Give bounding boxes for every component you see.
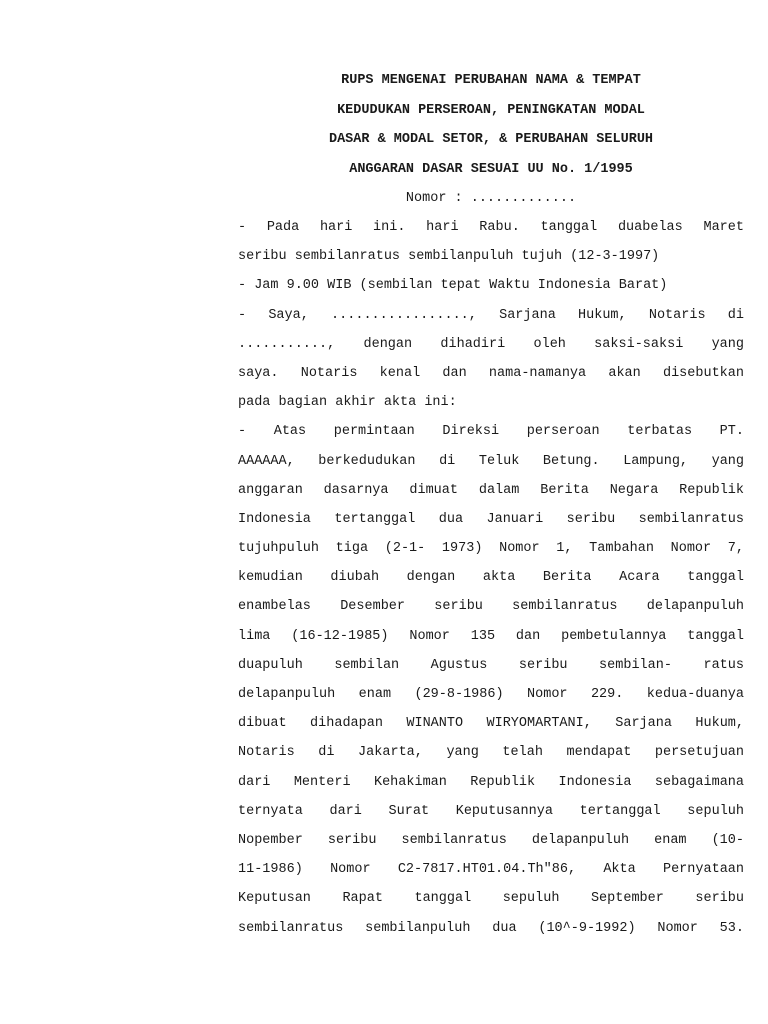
body-line: - Saya, ................., Sarjana Hukum, Notaris di	[238, 307, 744, 323]
body-line: enambelas Desember seribu sembilanratus delapanpuluh	[238, 599, 744, 615]
body-line: - Jam 9.00 WIB (sembilan tepat Waktu Indonesia Barat)	[238, 278, 668, 294]
body-line: ..........., dengan dihadiri oleh saksi-saksi yang	[238, 336, 744, 352]
body-line: tujuhpuluh tiga (2-1- 1973) Nomor 1, Tambahan Nomor 7,	[238, 541, 744, 557]
body-line: lima (16-12-1985) Nomor 135 dan pembetulannya tanggal	[238, 628, 744, 644]
title-line: ANGGARAN DASAR SESUAI UU No. 1/1995	[349, 161, 633, 177]
body-line: - Pada hari ini. hari Rabu. tanggal duabelas Maret	[238, 220, 744, 235]
body-line: duapuluh sembilan Agustus seribu sembilan- ratus	[238, 657, 744, 673]
body-line: anggaran dasarnya dimuat dalam Berita Negara Republik	[238, 482, 744, 498]
body-line: Indonesia tertanggal dua Januari seribu sembilanratus	[238, 511, 744, 527]
body-line: pada bagian akhir akta ini:	[238, 395, 457, 411]
body-line: AAAAAA, berkedudukan di Teluk Betung. Lampung, yang	[238, 453, 744, 469]
document-number: Nomor : .............	[405, 191, 577, 206]
body-line: dari Menteri Kehakiman Republik Indonesia sebagaimana	[238, 774, 744, 790]
body-line: 11-1986) Nomor C2-7817.HT01.04.Th"86, Akta Pernyataan	[238, 862, 744, 878]
title-line: DASAR & MODAL SETOR, & PERUBAHAN SELURUH	[328, 132, 654, 147]
body-line: Notaris di Jakarta, yang telah mendapat persetujuan	[238, 745, 744, 761]
body-line: Keputusan Rapat tanggal sepuluh September seribu	[238, 891, 744, 907]
body-line: dibuat dihadapan WINANTO WIRYOMARTANI, Sarjana Hukum,	[238, 716, 744, 732]
body-line: kemudian diubah dengan akta Berita Acara tanggal	[238, 570, 744, 586]
title-line: RUPS MENGENAI PERUBAHAN NAMA & TEMPAT	[341, 73, 641, 88]
body-line: Nopember seribu sembilanratus delapanpuluh enam (10-	[238, 832, 744, 848]
body-line: delapanpuluh enam (29-8-1986) Nomor 229. kedua-duanya	[238, 687, 744, 702]
title-line: KEDUDUKAN PERSEROAN, PENINGKATAN MODAL	[337, 102, 645, 118]
document-title	[238, 66, 744, 214]
body-line: sembilanratus sembilanpuluh dua (10^-9-1992) Nomor 53.	[238, 920, 744, 936]
body-line: ternyata dari Surat Keputusannya tertanggal sepuluh	[238, 803, 744, 819]
body-line: saya. Notaris kenal dan nama-namanya akan disebutkan	[238, 365, 744, 381]
document-body	[238, 213, 744, 943]
body-line: - Atas permintaan Direksi perseroan terbatas PT.	[238, 424, 744, 440]
body-line: seribu sembilanratus sembilanpuluh tujuh (12-3-1997)	[238, 249, 660, 265]
